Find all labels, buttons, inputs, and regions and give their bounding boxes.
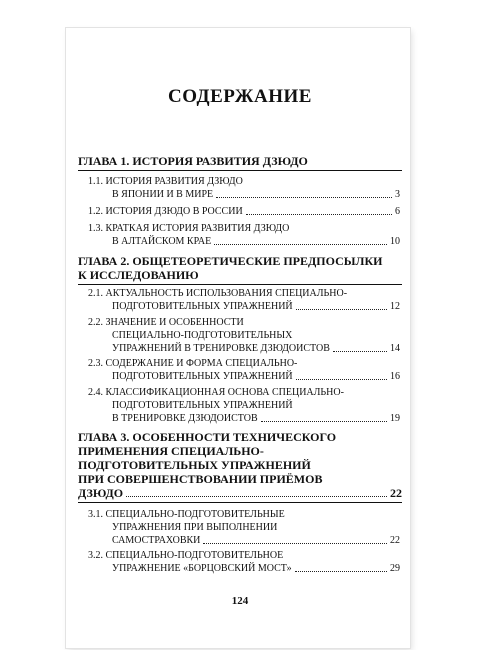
chapter-2-line: ГЛАВА 2. ОБЩЕТЕОРЕТИЧЕСКИЕ ПРЕДПОСЫЛКИ [78, 254, 383, 268]
dot-leader [203, 543, 387, 544]
toc-entry-text: 1.2. ИСТОРИЯ ДЗЮДО В РОССИИ [88, 206, 243, 217]
chapter-3-line: ДЗЮДО [78, 486, 124, 500]
chapter-2-heading [78, 254, 402, 285]
toc-entry-text: САМОСТРАХОВКИ [112, 535, 201, 546]
toc-entry-3-2 [88, 549, 400, 575]
chapter-3-line: ПРИ СОВЕРШЕНСТВОВАНИИ ПРИЁМОВ [78, 472, 323, 486]
chapter-3-line: ГЛАВА 3. ОСОБЕННОСТИ ТЕХНИЧЕСКОГО [78, 430, 337, 444]
page-ref: 22 [390, 486, 402, 500]
toc-entry-2-1 [88, 287, 400, 313]
dot-leader [296, 379, 387, 380]
page-ref: 22 [390, 535, 400, 546]
dot-leader [261, 421, 387, 422]
chapter-1-heading [78, 154, 402, 171]
toc-entry-text: В ТРЕНИРОВКЕ ДЗЮДОИСТОВ [112, 413, 258, 424]
toc-entry-text: 3.1. СПЕЦИАЛЬНО-ПОДГОТОВИТЕЛЬНЫЕ [88, 509, 285, 520]
dot-leader [246, 214, 392, 215]
toc-entry-3-1 [88, 508, 400, 547]
page-ref: 10 [390, 236, 400, 247]
page-ref: 16 [390, 371, 400, 382]
page-title: СОДЕРЖАНИЕ [168, 86, 312, 107]
chapter-1-label: ГЛАВА 1. ИСТОРИЯ РАЗВИТИЯ ДЗЮДО [78, 154, 308, 168]
toc-entry-text: СПЕЦИАЛЬНО-ПОДГОТОВИТЕЛЬНЫХ [112, 330, 293, 341]
dot-leader [333, 351, 387, 352]
toc-entry-text: ПОДГОТОВИТЕЛЬНЫХ УПРАЖНЕНИЙ [112, 400, 293, 411]
page-ref: 6 [395, 206, 400, 217]
page-ref: 3 [395, 189, 400, 200]
page-ref: 19 [390, 413, 400, 424]
page-ref: 12 [390, 301, 400, 312]
toc-entry-text: 2.4. КЛАССИФИКАЦИОННАЯ ОСНОВА СПЕЦИАЛЬНО- [88, 387, 344, 398]
toc-entry-1-1 [88, 175, 400, 201]
chapter-3-line: ПРИМЕНЕНИЯ СПЕЦИАЛЬНО- [78, 444, 264, 458]
toc-entry-text: УПРАЖНЕНИЕ «БОРЦОВСКИЙ МОСТ» [112, 563, 292, 574]
chapter-3-heading [78, 430, 402, 505]
dot-leader [296, 309, 387, 310]
toc-entry-2-3 [88, 357, 400, 383]
page-ref: 14 [390, 343, 400, 354]
toc-entry-text: 2.3. СОДЕРЖАНИЕ И ФОРМА СПЕЦИАЛЬНО- [88, 358, 298, 369]
page-number: 124 [231, 595, 249, 607]
toc-entry-2-4 [88, 386, 400, 425]
page-ref: 29 [390, 563, 400, 574]
toc-entry-text: 3.2. СПЕЦИАЛЬНО-ПОДГОТОВИТЕЛЬНОЕ [88, 550, 284, 561]
toc-entry-text: УПРАЖНЕНИЯ ПРИ ВЫПОЛНЕНИИ [112, 522, 278, 533]
toc-entry-2-2 [88, 316, 400, 355]
chapter-3-line: ПОДГОТОВИТЕЛЬНЫХ УПРАЖНЕНИЙ [78, 458, 311, 472]
toc-entry-text: 1.1. ИСТОРИЯ РАЗВИТИЯ ДЗЮДО [88, 176, 243, 187]
chapter-2-line: К ИССЛЕДОВАНИЮ [78, 268, 199, 282]
toc-entry-text: 2.1. АКТУАЛЬНОСТЬ ИСПОЛЬЗОВАНИЯ СПЕЦИАЛЬНО- [88, 288, 348, 299]
toc-entry-text: В АЛТАЙСКОМ КРАЕ [112, 236, 212, 247]
toc-entry-1-2 [88, 205, 400, 218]
toc-entry-1-3 [88, 222, 400, 248]
dot-leader [295, 571, 387, 572]
toc-entry-text: УПРАЖНЕНИЙ В ТРЕНИРОВКЕ ДЗЮДОИСТОВ [112, 343, 330, 354]
dot-leader [126, 496, 387, 497]
toc-entry-text: 1.3. КРАТКАЯ ИСТОРИЯ РАЗВИТИЯ ДЗЮДО [88, 223, 290, 234]
toc-entry-text: ПОДГОТОВИТЕЛЬНЫХ УПРАЖНЕНИЙ [112, 371, 293, 382]
toc-entry-text: 2.2. ЗНАЧЕНИЕ И ОСОБЕННОСТИ [88, 317, 244, 328]
toc-entry-text: В ЯПОНИИ И В МИРЕ [112, 189, 214, 200]
dot-leader [214, 244, 387, 245]
toc-entry-text: ПОДГОТОВИТЕЛЬНЫХ УПРАЖНЕНИЙ [112, 301, 293, 312]
dot-leader [216, 197, 392, 198]
